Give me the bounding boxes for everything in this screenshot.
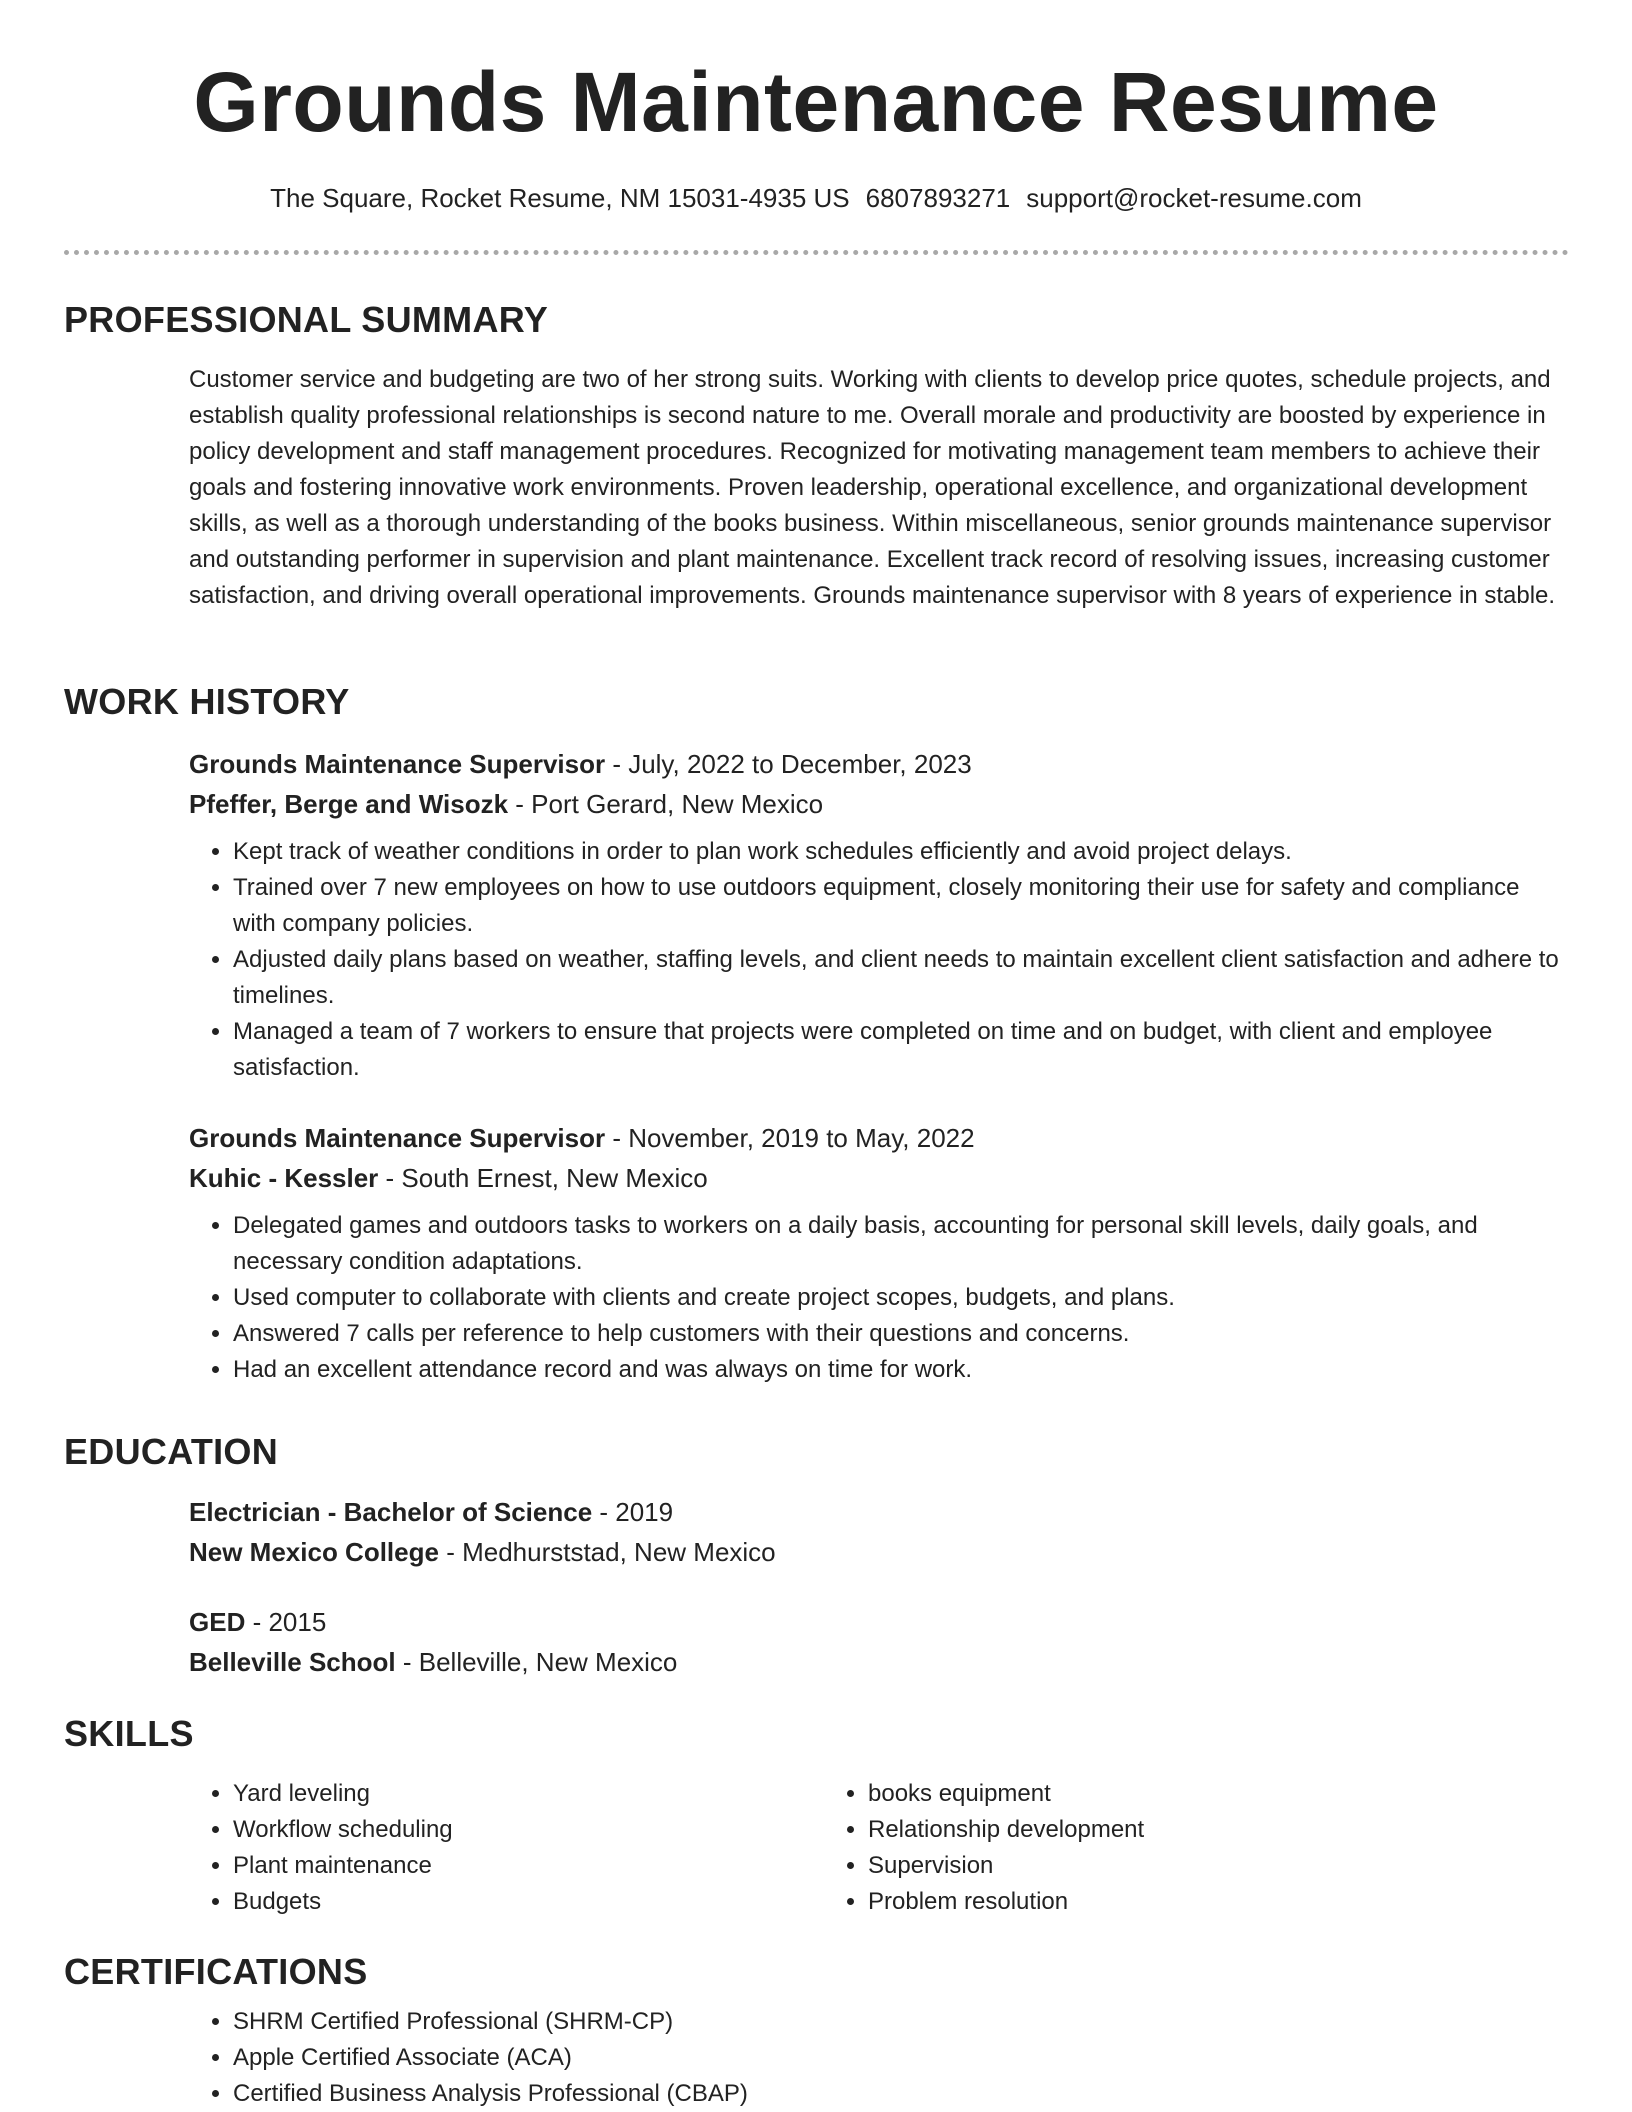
- job-entry: [189, 744, 1568, 1086]
- summary-section: [64, 298, 1568, 614]
- list-item: • Kept track of weather conditions in order to plan work schedules efficiently and avoid project delays.: [233, 834, 1568, 870]
- education-school: Belleville School: [189, 1647, 396, 1677]
- education-entry: [189, 1602, 1568, 1682]
- job-role: Grounds Maintenance Supervisor: [189, 1123, 606, 1153]
- section-title-certifications: CERTIFICATIONS: [64, 1951, 368, 1992]
- job-location: - Port Gerard, New Mexico: [508, 789, 824, 819]
- education-degree: Electrician - Bachelor of Science: [189, 1497, 593, 1527]
- job-bullets: [189, 1208, 1568, 1388]
- list-item: • Problem resolution: [868, 1884, 1459, 1920]
- resume-title: Grounds Maintenance Resume: [193, 55, 1439, 149]
- section-title-skills: SKILLS: [64, 1713, 194, 1754]
- skills-grid: [189, 1776, 1568, 1920]
- job-company-line: [189, 1158, 1568, 1198]
- list-item: • Delegated games and outdoors tasks to workers on a daily basis, accounting for personal skill levels, daily goals, and necessary condition adaptations.: [233, 1208, 1568, 1280]
- education-school-line: [189, 1642, 1568, 1682]
- job-role: Grounds Maintenance Supervisor: [189, 749, 606, 779]
- job-dates: - July, 2022 to December, 2023: [605, 749, 972, 779]
- list-item: • Used computer to collaborate with clients and create project scopes, budgets, and plans.: [233, 1280, 1568, 1316]
- job-company: Pfeffer, Berge and Wisozk: [189, 789, 509, 819]
- list-item: • Answered 7 calls per reference to help customers with their questions and concerns.: [233, 1316, 1568, 1352]
- education-school-line: [189, 1532, 1568, 1572]
- contact-phone: 6807893271: [865, 183, 1011, 213]
- skills-column-left: [189, 1776, 824, 1920]
- section-title-education: EDUCATION: [64, 1431, 279, 1472]
- section-title-summary: PROFESSIONAL SUMMARY: [64, 299, 549, 340]
- list-item: • Managed a team of 7 workers to ensure that projects were completed on time and on budget, with client and employee satisfaction.: [233, 1014, 1568, 1086]
- list-item: • Workflow scheduling: [233, 1812, 824, 1848]
- contact-address: The Square, Rocket Resume, NM 15031-4935 US: [270, 183, 850, 213]
- job-bullets: [189, 834, 1568, 1086]
- education-degree-line: [189, 1492, 1568, 1532]
- list-item: • Supervision: [868, 1848, 1459, 1884]
- education-year: - 2019: [592, 1497, 674, 1527]
- list-item: • SHRM Certified Professional (SHRM-CP): [233, 2004, 1568, 2040]
- contact-email: support@rocket-resume.com: [1026, 183, 1362, 213]
- list-item: • Certified Business Analysis Professional (CBAP): [233, 2076, 1568, 2112]
- job-role-line: [189, 744, 1568, 784]
- education-year: - 2015: [245, 1607, 327, 1637]
- list-item: • Relationship development: [868, 1812, 1459, 1848]
- job-role-line: [189, 1118, 1568, 1158]
- job-company-line: [189, 784, 1568, 824]
- header-divider: [64, 250, 1569, 255]
- list-item: • Budgets: [233, 1884, 824, 1920]
- skills-column-right: [824, 1776, 1459, 1920]
- job-location: - South Ernest, New Mexico: [378, 1163, 708, 1193]
- education-section: [64, 1430, 1568, 1682]
- contact-line: [0, 180, 1632, 216]
- education-entry: [189, 1492, 1568, 1572]
- job-dates: - November, 2019 to May, 2022: [605, 1123, 975, 1153]
- summary-text: Customer service and budgeting are two of her strong suits. Working with clients to develop price quotes, schedule projects, and establish quality professional relationships is second nature to me. Overall morale and productivity are boosted by experience in policy development and staff management procedures. Recognized for motivating management team members to achieve their goals and fostering innovative work environments. Proven leadership, operational excellence, and organizational development skills, as well as a thorough understanding of the books business. Within miscellaneous, senior grounds maintenance supervisor and outstanding performer in supervision and plant maintenance. Excellent track record of resolving issues, increasing customer satisfaction, and driving overall operational improvements. Grounds maintenance supervisor with 8 years of experience in stable.: [189, 366, 1556, 609]
- list-item: • Apple Certified Associate (ACA): [233, 2040, 1568, 2076]
- section-title-work: WORK HISTORY: [64, 681, 350, 722]
- list-item: • Plant maintenance: [233, 1848, 824, 1884]
- certifications-list-wrap: [189, 2004, 1568, 2112]
- education-school: New Mexico College: [189, 1537, 439, 1567]
- list-item: • Had an excellent attendance record and was always on time for work.: [233, 1352, 1568, 1388]
- job-company: Kuhic - Kessler: [189, 1163, 379, 1193]
- education-location: - Belleville, New Mexico: [395, 1647, 678, 1677]
- education-degree: GED: [189, 1607, 246, 1637]
- certifications-section: [64, 1950, 1568, 2112]
- list-item: • Yard leveling: [233, 1776, 824, 1812]
- list-item: • books equipment: [868, 1776, 1459, 1812]
- skills-section: [64, 1712, 1568, 1920]
- work-history-section: [64, 680, 1568, 1388]
- education-degree-line: [189, 1602, 1568, 1642]
- job-entry: [189, 1118, 1568, 1388]
- list-item: • Adjusted daily plans based on weather, staffing levels, and client needs to maintain excellent client satisfaction and adhere to timelines.: [233, 942, 1568, 1014]
- education-location: - Medhurststad, New Mexico: [438, 1537, 776, 1567]
- list-item: • Trained over 7 new employees on how to use outdoors equipment, closely monitoring their use for safety and compliance with company policies.: [233, 870, 1568, 942]
- certifications-list: [189, 2004, 1568, 2112]
